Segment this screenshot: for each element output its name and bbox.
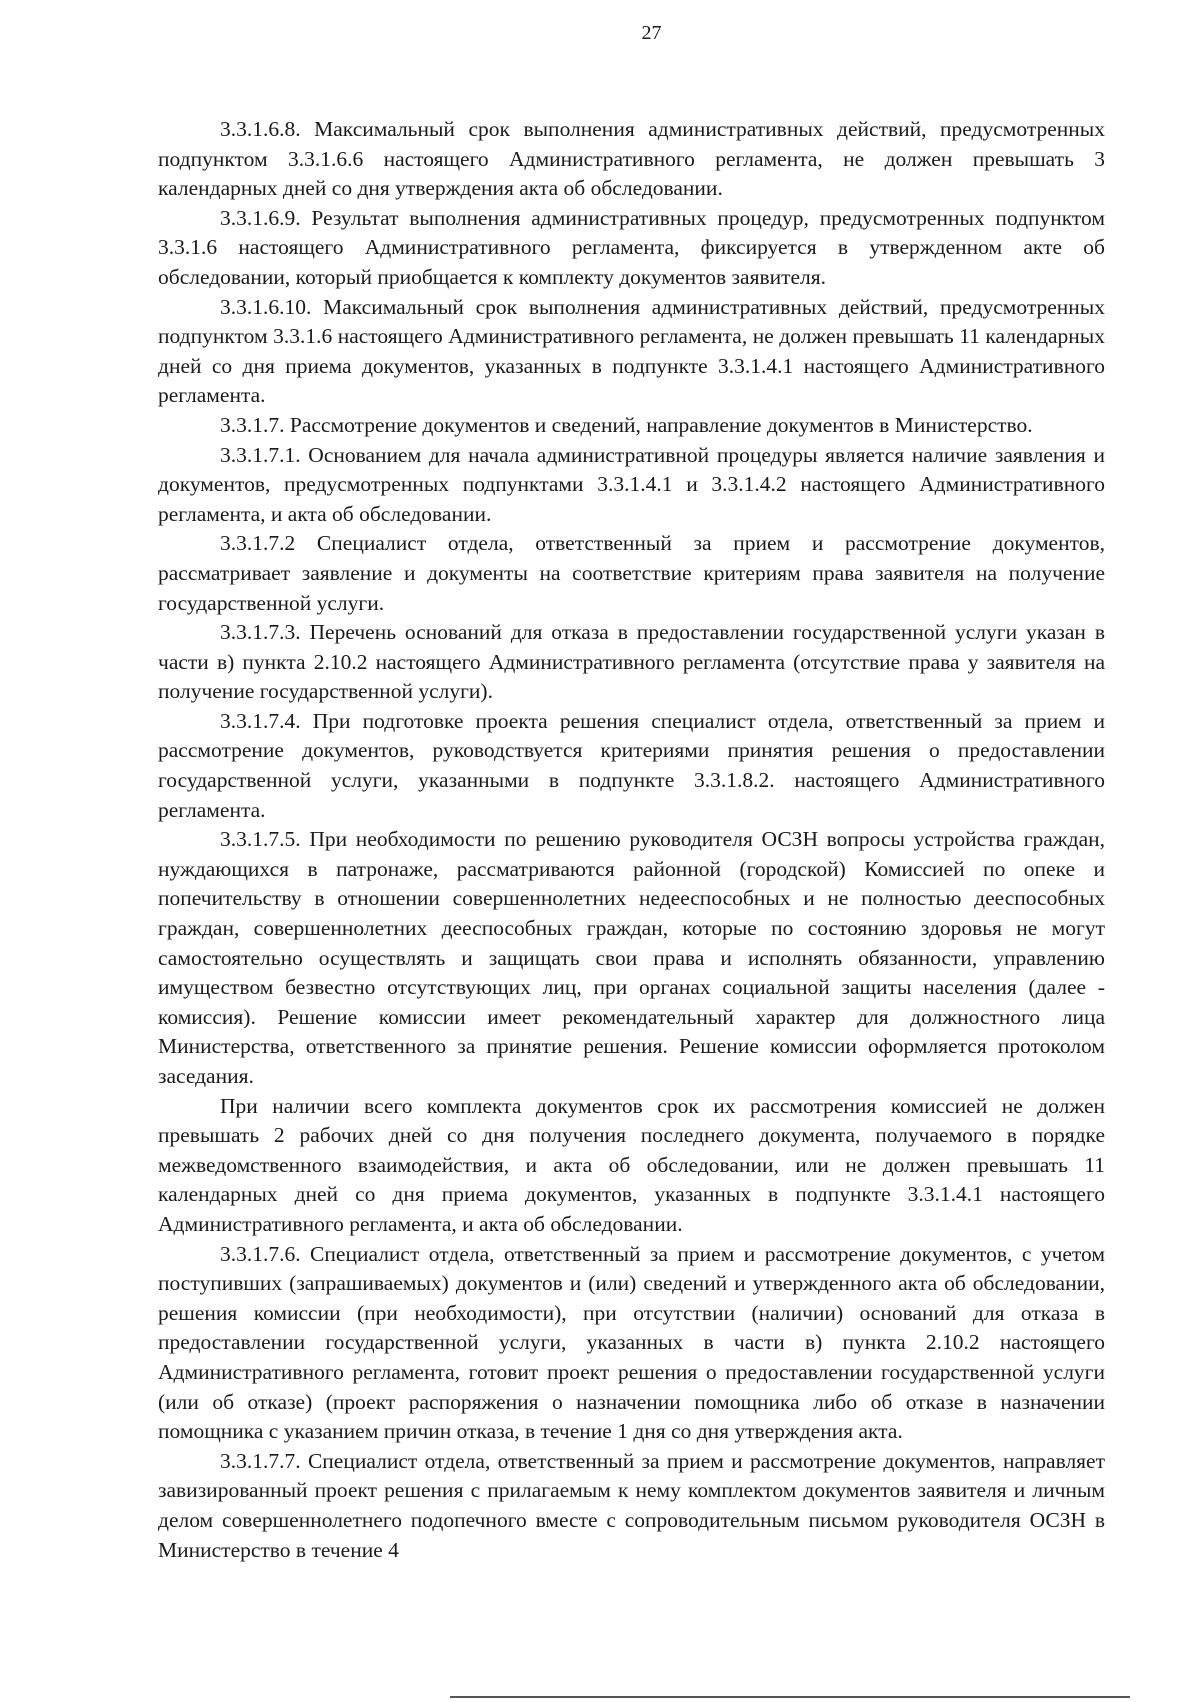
paragraph: 3.3.1.6.10. Максимальный срок выполнения административных действий, предусмотренных подпунктом 3.3.1.6 настоящего Административного регламента, не должен превышать 11 календарных дней со дня приема документов, указанных в подпункте 3.3.1.4.1 настоящего Административного регламента. — [158, 294, 1105, 408]
scan-bottom-edge-line — [450, 1696, 1130, 1698]
paragraph: 3.3.1.6.8. Максимальный срок выполнения административных действий, предусмотренных подпунктом 3.3.1.6.6 настоящего Административного регламента, не должен превышать 3 календарных дней со дня утверждения акта об обследовании. — [158, 117, 1105, 201]
document-body — [158, 115, 1105, 1565]
paragraph: 3.3.1.7.2 Специалист отдела, ответственный за прием и рассмотрение документов, рассматривает заявление и документы на соответствие критериям права заявителя на получение государственной услуги. — [158, 531, 1105, 615]
paragraph: 3.3.1.6.9. Результат выполнения административных процедур, предусмотренных подпунктом 3.3.1.6 настоящего Административного регламента, фиксируется в утвержденном акте об обследовании, который приобщается к комплекту документов заявителя. — [158, 205, 1105, 289]
page-number: 27 — [641, 22, 662, 44]
paragraph: 3.3.1.7.7. Специалист отдела, ответственный за прием и рассмотрение документов, направляет завизированный проект решения с прилагаемым к нему комплектом документов заявителя и личным делом совершеннолетнего подопечного вместе с сопроводительным письмом руководителя ОСЗН в Министерство в течение 4 — [158, 1448, 1105, 1562]
paragraph: 3.3.1.7.6. Специалист отдела, ответственный за прием и рассмотрение документов, с учетом поступивших (запрашиваемых) документов и (или) сведений и утвержденного акта об обследовании, решения комиссии (при необходимости), при отсутствии (наличии) оснований для отказа в предоставлении государственной услуги, указанных в части в) пункта 2.10.2 настоящего Административного регламента, готовит проект решения о предоставлении государственной услуги (или об отказе) (проект распоряжения о назначении помощника либо об отказе в назначении помощника с указанием причин отказа, в течение 1 дня со дня утверждения акта. — [158, 1241, 1105, 1444]
paragraph: 3.3.1.7.1. Основанием для начала административной процедуры является наличие заявления и документов, предусмотренных подпунктами 3.3.1.4.1 и 3.3.1.4.2 настоящего Административного регламента, и акта об обследовании. — [158, 442, 1105, 526]
paragraph: При наличии всего комплекта документов срок их рассмотрения комиссией не должен превышать 2 рабочих дней со дня получения последнего документа, получаемого в порядке межведомственного взаимодействия, и акта об обследовании, или не должен превышать 11 календарных дней со дня приема документов, указанных в подпункте 3.3.1.4.1 настоящего Административного регламента, и акта об обследовании. — [158, 1093, 1105, 1236]
paragraph: 3.3.1.7.3. Перечень оснований для отказа в предоставлении государственной услуги указан в части в) пункта 2.10.2 настоящего Административного регламента (отсутствие права у заявителя на получение государственной услуги). — [158, 620, 1105, 704]
paragraph: 3.3.1.7.5. При необходимости по решению руководителя ОСЗН вопросы устройства граждан, нуждающихся в патронаже, рассматриваются районной (городской) Комиссией по опеке и попечительству в отношении совершеннолетних недееспособных и не полностью дееспособных граждан, совершеннолетних дееспособных граждан, которые по состоянию здоровья не могут самостоятельно осуществлять и защищать свои права и исполнять обязанности, управлению имуществом безвестно отсутствующих лиц, при органах социальной защиты населения (далее - комиссия). Решение комиссии имеет рекомендательный характер для должностного лица Министерства, ответственного за принятие решения. Решение комиссии оформляется протоколом заседания. — [158, 827, 1105, 1088]
paragraph: 3.3.1.7. Рассмотрение документов и сведений, направление документов в Министерство. — [220, 412, 1033, 437]
paragraph: 3.3.1.7.4. При подготовке проекта решения специалист отдела, ответственный за прием и рассмотрение документов, руководствуется критериями принятия решения о предоставлении государственной услуги, указанными в подпункте 3.3.1.8.2. настоящего Административного регламента. — [158, 708, 1105, 822]
